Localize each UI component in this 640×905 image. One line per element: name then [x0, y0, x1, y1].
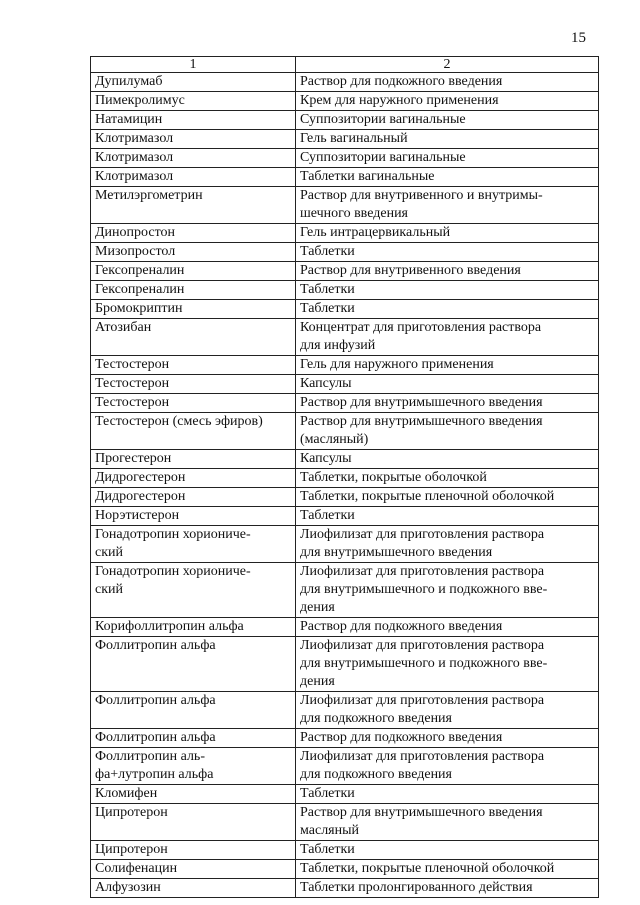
table-row — [91, 785, 599, 804]
dosage-form-cell: Таблетки вагинальные — [296, 168, 599, 187]
drug-name-cell: Прогестерон — [91, 450, 296, 469]
table-row — [91, 563, 599, 618]
table-row — [91, 860, 599, 879]
drug-name-cell: Солифенацин — [91, 860, 296, 879]
drug-name-cell: Фоллитропин альфа — [91, 729, 296, 748]
table-row — [91, 111, 599, 130]
table-row — [91, 748, 599, 785]
dosage-form-cell: Таблетки — [296, 785, 599, 804]
table-row — [91, 224, 599, 243]
dosage-form-cell: Гель вагинальный — [296, 130, 599, 149]
drug-name-cell: Ципротерон — [91, 841, 296, 860]
table-row — [91, 450, 599, 469]
table-row — [91, 168, 599, 187]
drug-name-cell: Пимекролимус — [91, 92, 296, 111]
table-row — [91, 319, 599, 356]
dosage-form-cell: Таблетки, покрытые пленочной оболочкой — [296, 488, 599, 507]
drug-name-cell: Ципротерон — [91, 804, 296, 841]
table-row — [91, 413, 599, 450]
drug-name-cell: Гонадотропин хориониче- ский — [91, 526, 296, 563]
dosage-form-cell: Раствор для подкожного введения — [296, 618, 599, 637]
dosage-form-cell: Лиофилизат для приготовления раствора для внутримышечного введения — [296, 526, 599, 563]
dosage-form-cell: Таблетки — [296, 507, 599, 526]
drug-name-cell: Атозибан — [91, 319, 296, 356]
table-row — [91, 92, 599, 111]
table-row — [91, 879, 599, 898]
drug-name-cell: Фоллитропин альфа — [91, 692, 296, 729]
dosage-form-cell: Раствор для внутримышечного введения — [296, 394, 599, 413]
dosage-form-cell: Таблетки — [296, 841, 599, 860]
table-row — [91, 692, 599, 729]
dosage-form-cell: Раствор для подкожного введения — [296, 729, 599, 748]
drug-table — [90, 56, 599, 898]
table-row — [91, 637, 599, 692]
drug-name-cell: Дидрогестерон — [91, 469, 296, 488]
table-row — [91, 149, 599, 168]
dosage-form-cell: Лиофилизат для приготовления раствора для внутримышечного и подкожного вве- дения — [296, 563, 599, 618]
dosage-form-cell: Капсулы — [296, 450, 599, 469]
dosage-form-cell: Раствор для подкожного введения — [296, 73, 599, 92]
dosage-form-cell: Таблетки — [296, 243, 599, 262]
column-header-2: 2 — [296, 57, 599, 73]
table-row — [91, 394, 599, 413]
drug-name-cell: Тестостерон — [91, 394, 296, 413]
table-row — [91, 262, 599, 281]
drug-name-cell: Кломифен — [91, 785, 296, 804]
drug-name-cell: Тестостерон (смесь эфиров) — [91, 413, 296, 450]
drug-name-cell: Гонадотропин хориониче- ский — [91, 563, 296, 618]
page-number: 15 — [571, 30, 586, 46]
drug-name-cell: Гексопреналин — [91, 262, 296, 281]
drug-name-cell: Тестостерон — [91, 356, 296, 375]
table-row — [91, 243, 599, 262]
drug-name-cell: Клотримазол — [91, 168, 296, 187]
drug-name-cell: Дупилумаб — [91, 73, 296, 92]
drug-name-cell: Фоллитропин аль- фа+лутропин альфа — [91, 748, 296, 785]
dosage-form-cell: Гель интрацервикальный — [296, 224, 599, 243]
table-header-row — [91, 57, 599, 73]
table-row — [91, 507, 599, 526]
table-row — [91, 187, 599, 224]
table-row — [91, 281, 599, 300]
dosage-form-cell: Раствор для внутримышечного введения масляный — [296, 804, 599, 841]
drug-name-cell: Алфузозин — [91, 879, 296, 898]
dosage-form-cell: Таблетки — [296, 300, 599, 319]
drug-name-cell: Мизопростол — [91, 243, 296, 262]
dosage-form-cell: Раствор для внутримышечного введения (масляный) — [296, 413, 599, 450]
dosage-form-cell: Раствор для внутривенного введения — [296, 262, 599, 281]
drug-name-cell: Метилэргометрин — [91, 187, 296, 224]
table-row — [91, 130, 599, 149]
table-row — [91, 73, 599, 92]
drug-name-cell: Динопростон — [91, 224, 296, 243]
dosage-form-cell: Таблетки, покрытые пленочной оболочкой — [296, 860, 599, 879]
dosage-form-cell: Лиофилизат для приготовления раствора для подкожного введения — [296, 748, 599, 785]
table-row — [91, 804, 599, 841]
drug-name-cell: Клотримазол — [91, 149, 296, 168]
dosage-form-cell: Таблетки пролонгированного действия — [296, 879, 599, 898]
drug-name-cell: Тестостерон — [91, 375, 296, 394]
dosage-form-cell: Концентрат для приготовления раствора для инфузий — [296, 319, 599, 356]
dosage-form-cell: Лиофилизат для приготовления раствора для внутримышечного и подкожного вве- дения — [296, 637, 599, 692]
table-row — [91, 618, 599, 637]
dosage-form-cell: Раствор для внутривенного и внутримы- шечного введения — [296, 187, 599, 224]
drug-name-cell: Корифоллитропин альфа — [91, 618, 296, 637]
drug-name-cell: Фоллитропин альфа — [91, 637, 296, 692]
table-body — [91, 73, 599, 898]
dosage-form-cell: Капсулы — [296, 375, 599, 394]
table-row — [91, 729, 599, 748]
dosage-form-cell: Гель для наружного применения — [296, 356, 599, 375]
table-row — [91, 469, 599, 488]
table-row — [91, 841, 599, 860]
dosage-form-cell: Суппозитории вагинальные — [296, 149, 599, 168]
dosage-form-cell: Таблетки — [296, 281, 599, 300]
dosage-form-cell: Суппозитории вагинальные — [296, 111, 599, 130]
table-row — [91, 356, 599, 375]
column-header-1: 1 — [91, 57, 296, 73]
drug-name-cell: Дидрогестерон — [91, 488, 296, 507]
drug-name-cell: Гексопреналин — [91, 281, 296, 300]
drug-name-cell: Клотримазол — [91, 130, 296, 149]
drug-name-cell: Бромокриптин — [91, 300, 296, 319]
table-row — [91, 375, 599, 394]
table-row — [91, 526, 599, 563]
drug-name-cell: Норэтистерон — [91, 507, 296, 526]
drug-name-cell: Натамицин — [91, 111, 296, 130]
table-row — [91, 300, 599, 319]
dosage-form-cell: Таблетки, покрытые оболочкой — [296, 469, 599, 488]
dosage-form-cell: Лиофилизат для приготовления раствора для подкожного введения — [296, 692, 599, 729]
dosage-form-cell: Крем для наружного применения — [296, 92, 599, 111]
table-row — [91, 488, 599, 507]
